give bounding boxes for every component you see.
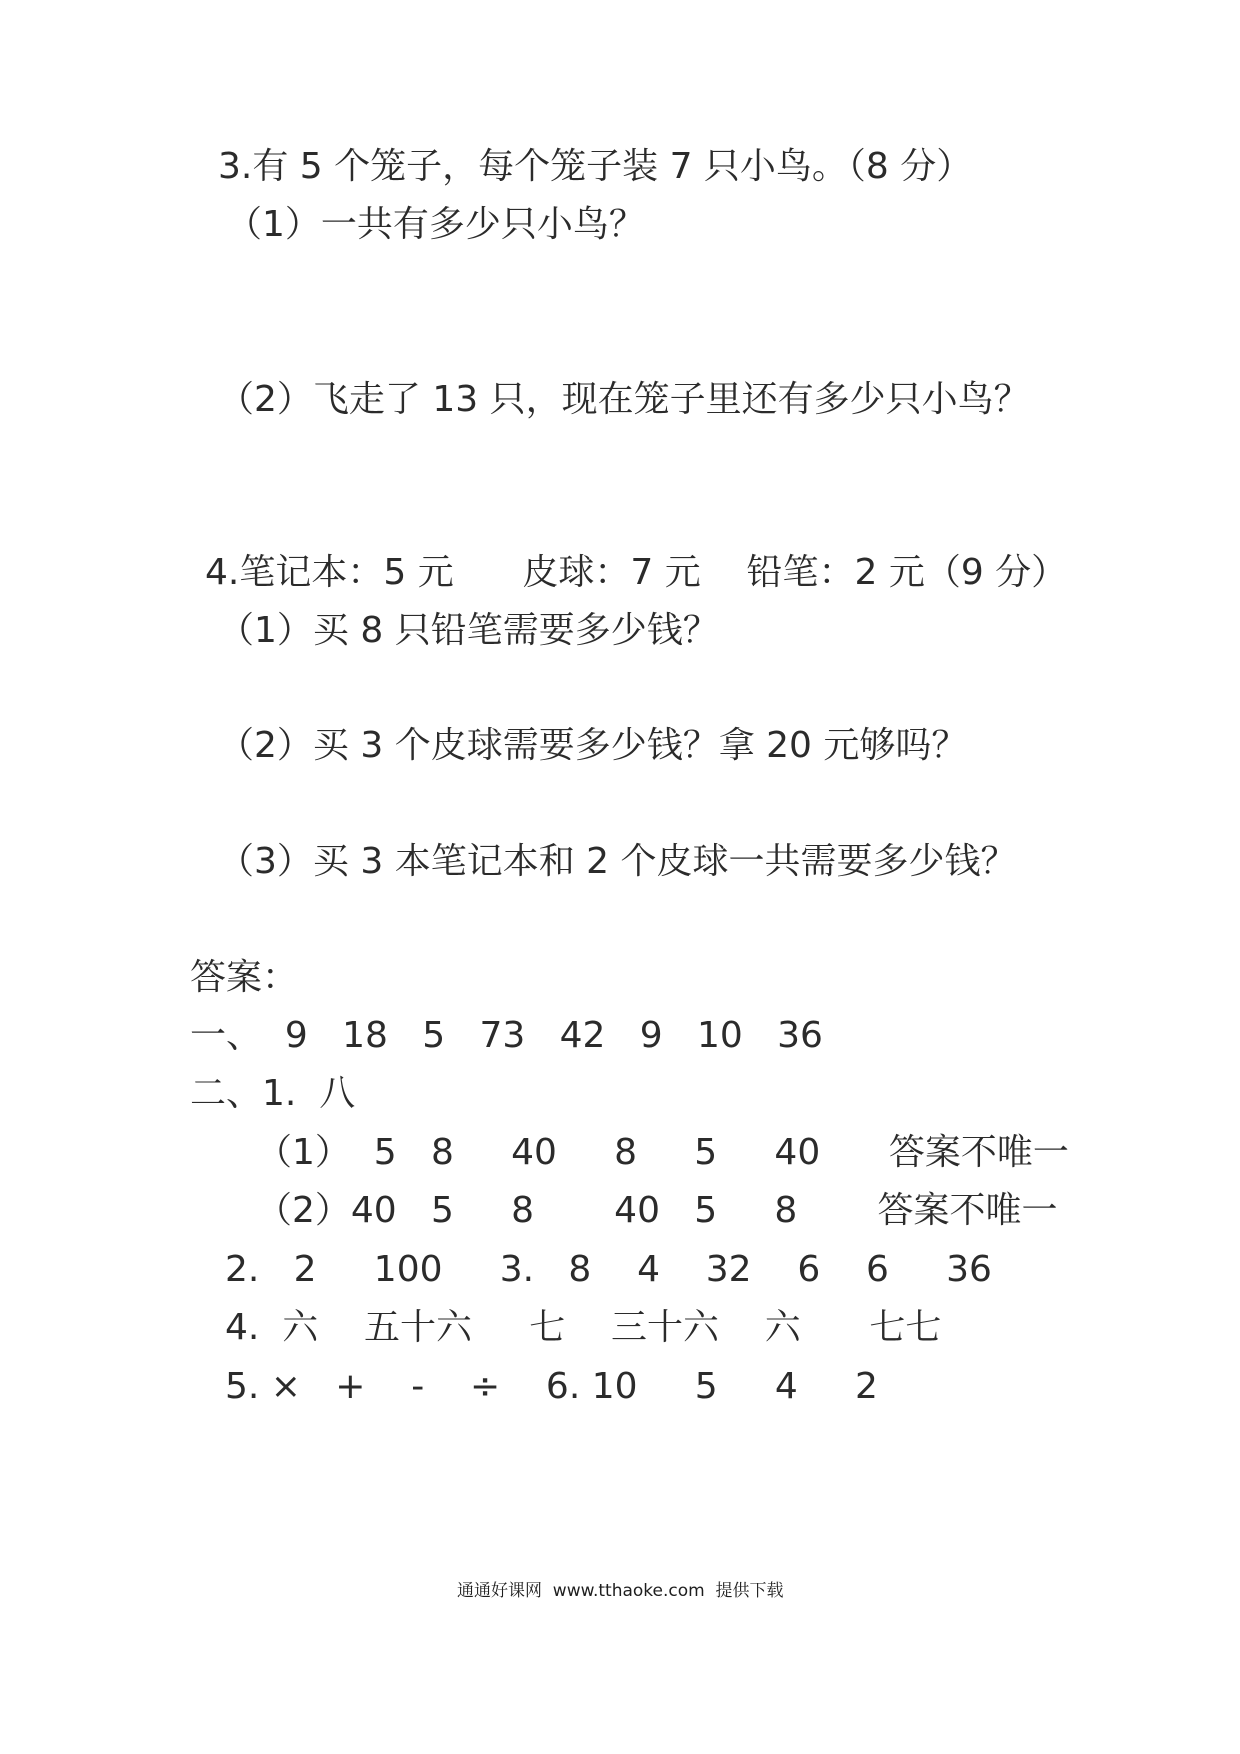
q4-part-3: （3）买 3 本笔记本和 2 个皮球一共需要多少钱？ (218, 841, 1017, 882)
q4-part-1: （1）买 8 只铅笔需要多少钱？ (218, 610, 719, 651)
q3-part-2: （2）飞走了 13 只，现在笼子里还有多少只小鸟？ (218, 379, 1030, 420)
answer-line-6: 4. 六 五十六 七 三十六 六 七七 (225, 1307, 942, 1348)
answer-line-5: 2. 2 100 3. 8 4 32 6 6 36 (225, 1249, 992, 1290)
q4-title: 4.笔记本：5 元 皮球：7 元 铅笔：2 元（9 分） (205, 552, 1068, 593)
footer-credit: 通通好课网 www.tthaoke.com 提供下载 (457, 1581, 784, 1601)
answer-line-1: 一、 9 18 5 73 42 9 10 36 (190, 1015, 823, 1056)
answer-line-7: 5. × + - ÷ 6. 10 5 4 2 (225, 1366, 878, 1407)
answer-line-3: （1） 5 8 40 8 5 40 答案不唯一 (256, 1132, 1069, 1173)
answers-heading: 答案： (190, 957, 299, 998)
answer-line-2: 二、1. 八 (190, 1073, 356, 1114)
q3-part-1: （1）一共有多少只小鸟？ (226, 204, 645, 245)
answer-line-4: （2）40 5 8 40 5 8 答案不唯一 (256, 1190, 1058, 1231)
q4-part-2: （2）买 3 个皮球需要多少钱？拿 20 元够吗？ (218, 725, 968, 766)
q3-title: 3.有 5 个笼子，每个笼子装 7 只小鸟。（8 分） (218, 146, 973, 187)
